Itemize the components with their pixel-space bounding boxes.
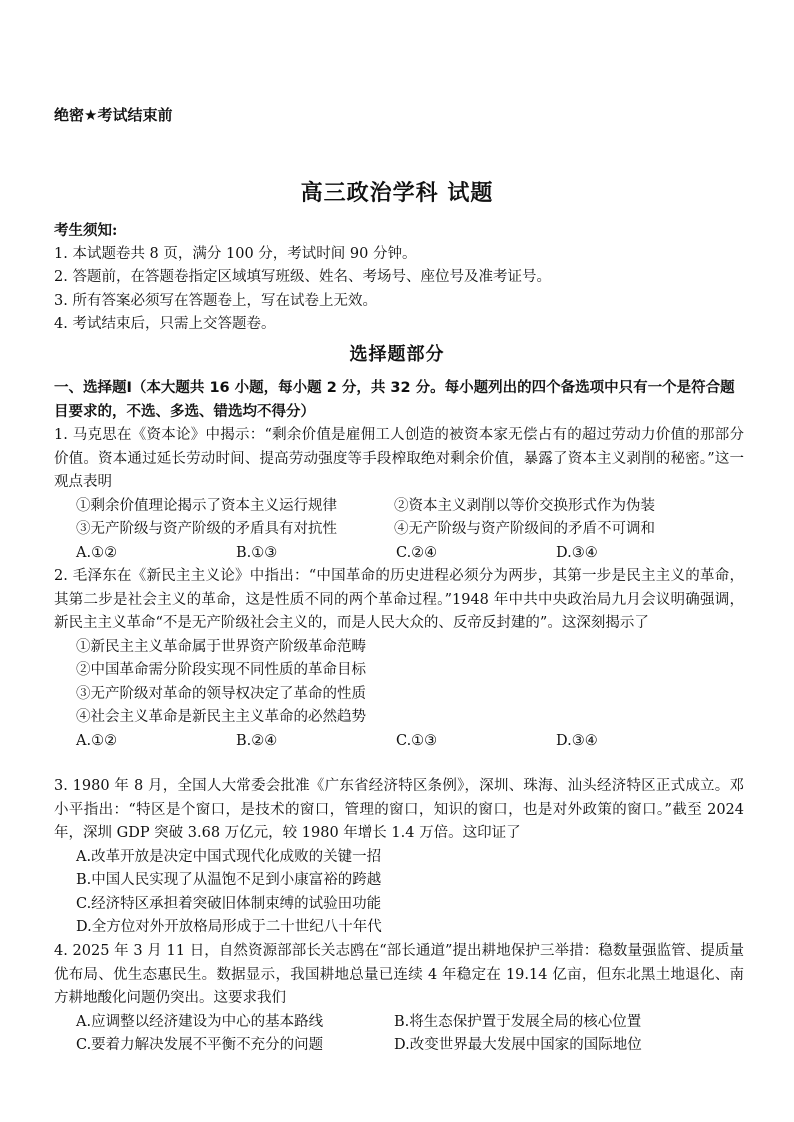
choice-list <box>54 1011 744 1058</box>
statement-list <box>54 495 744 542</box>
statement: ②中国革命需分阶段实现不同性质的革命目标 <box>76 662 366 678</box>
question-stem: 3. 1980 年 8 月，全国人大常委会批准《广东省经济特区条例》，深圳、珠海、汕头经济特区正式成立。邓小平指出：“特区是个窗口，是技术的窗口，管理的窗口，知识的窗口，也是对外政策的窗口。”截至 2024 年，深圳 GDP 突破 3.68 万亿元，较 1980 年增长 1.4 万倍。这印证了 <box>54 778 744 841</box>
choice-c: C.②④ <box>396 544 438 561</box>
question-4 <box>54 940 744 1058</box>
choice-list <box>54 542 744 566</box>
question-stem: 4. 2025 年 3 月 11 日，自然资源部部长关志鸥在“部长通道”提出耕地保护三举措：稳数量强监管、提质量优布局、优生态惠民生。数据显示，我国耕地总量已连续 4 年稳定在 19.14 亿亩，但东北黑土地退化、南方耕地酸化问题仍突出。这要求我们 <box>54 943 744 1006</box>
exam-title: 高三政治学科 试题 <box>300 180 494 206</box>
question-2 <box>54 565 744 753</box>
statement: ④无产阶级与资产阶级间的矛盾不可调和 <box>394 521 655 537</box>
choice-c: C.①③ <box>396 732 438 749</box>
choice-c: C.要着力解决发展不平衡不充分的问题 <box>76 1037 324 1053</box>
notice-item: 3. 所有答案必须写在答题卷上，写在试卷上无效。 <box>54 292 377 309</box>
statement: ①新民主主义革命属于世界资产阶级革命范畴 <box>76 638 366 655</box>
question-3 <box>54 775 744 940</box>
notice-item: 2. 答题前，在答题卷指定区域填写班级、姓名、考场号、座位号及准考证号。 <box>54 269 551 285</box>
choice-a: A.①② <box>76 544 118 561</box>
choice-d: D.③④ <box>556 732 598 749</box>
question-stem: 2. 毛泽东在《新民主主义论》中指出：“中国革命的历史进程必须分为两步，其第一步是民主主义的革命，其第二步是社会主义的革命，这是性质不同的两个革命过程。”1948 年中共中央政治局九月会议明确强调，新民主主义革命“不是无产阶级社会主义的，而是人民大众的、反帝反封建的”。这深刻揭示了 <box>54 568 744 631</box>
statement: ③无产阶级与资产阶级的矛盾具有对抗性 <box>76 521 337 537</box>
section-instructions: 一、选择题Ⅰ（本大题共 16 小题，每小题 2 分，共 32 分。每小题列出的四个备选项中只有一个是符合题目要求的，不选、多选、错选均不得分） <box>54 380 735 420</box>
choice-c: C.经济特区承担着突破旧体制束缚的试验田功能 <box>76 895 382 912</box>
statement: ②资本主义剥削以等价交换形式作为伪装 <box>394 497 655 514</box>
choice-d: D.③④ <box>556 544 598 561</box>
question-stem: 1. 马克思在《资本论》中揭示：“剩余价值是雇佣工人创造的被资本家无偿占有的超过劳动力价值的那部分价值。资本通过延长劳动时间、提高劳动强度等手段榨取绝对剩余价值，暴露了资本主义剥削的秘密。”这一观点表明 <box>54 427 744 490</box>
choice-b: B.中国人民实现了从温饱不足到小康富裕的跨越 <box>76 872 382 888</box>
choice-b: B.①③ <box>236 544 278 561</box>
confidential-label: 绝密★考试结束前 <box>54 106 173 124</box>
choice-b: B.将生态保护置于发展全局的核心位置 <box>394 1013 642 1030</box>
statement: ①剩余价值理论揭示了资本主义运行规律 <box>76 497 337 514</box>
choice-list <box>54 730 744 754</box>
choice-d: D.改变世界最大发展中国家的国际地位 <box>394 1037 642 1053</box>
section-title: 选择题部分 <box>349 344 445 365</box>
choice-a: A.应调整以经济建设为中心的基本路线 <box>76 1013 324 1030</box>
notice-heading: 考生须知: <box>54 222 118 239</box>
choice-b: B.②④ <box>236 732 278 749</box>
question-1 <box>54 424 744 565</box>
choice-d: D.全方位对外开放格局形成于二十世纪八十年代 <box>76 919 382 935</box>
statement: ④社会主义革命是新民主主义革命的必然趋势 <box>76 709 366 725</box>
statement: ③无产阶级对革命的领导权决定了革命的性质 <box>76 685 366 702</box>
choice-a: A.①② <box>76 732 118 749</box>
notice-item: 1. 本试题卷共 8 页，满分 100 分，考试时间 90 分钟。 <box>54 245 417 262</box>
notice-item: 4. 考试结束后，只需上交答题卷。 <box>54 316 276 332</box>
candidate-notice <box>54 219 744 337</box>
choice-a: A.改革开放是决定中国式现代化成败的关键一招 <box>76 848 382 865</box>
